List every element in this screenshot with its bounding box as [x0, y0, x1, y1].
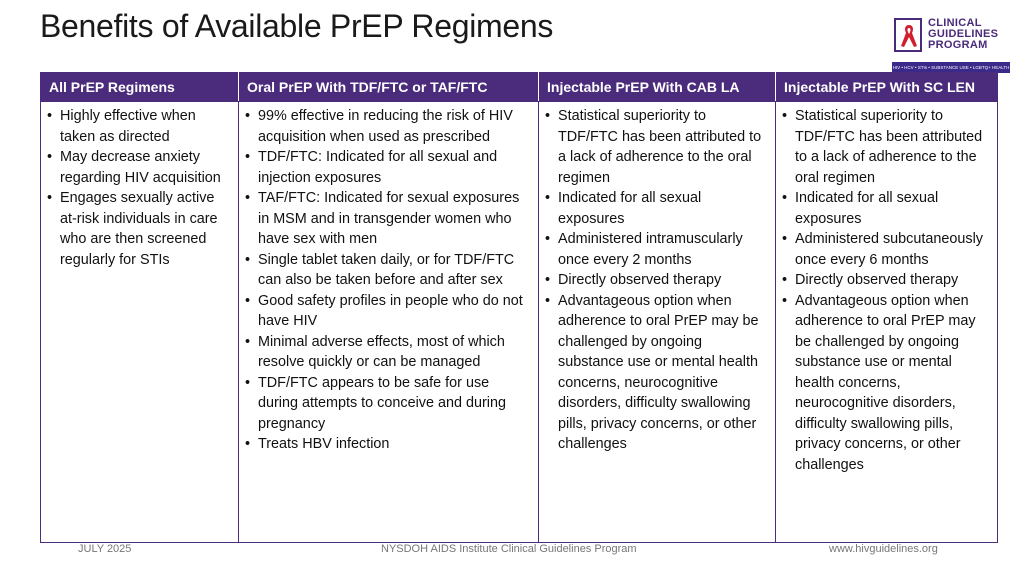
- cell-all-prep: [41, 102, 239, 543]
- list-item: • Directly observed therapy: [545, 270, 767, 291]
- table-header-row: [41, 73, 998, 102]
- list-item: • Directly observed therapy: [782, 270, 989, 291]
- list-item: • Statistical superiority to TDF/FTC has been attributed to a lack of adherence to the oral regimen: [545, 106, 767, 188]
- list-item: • Advantageous option when adherence to oral PrEP may be challenged by ongoing substance use or mental health concerns, neurocognitive disorders, difficulty swallowing pills, privacy concerns, or other challenges: [545, 291, 767, 455]
- bullet-list-cab-la: [545, 106, 767, 455]
- list-item: • Minimal adverse effects, most of which resolve quickly or can be managed: [245, 332, 530, 373]
- cell-cab-la: [539, 102, 776, 543]
- list-item: • Good safety profiles in people who do not have HIV: [245, 291, 530, 332]
- bullet-list-all-prep: [47, 106, 230, 270]
- list-item: • TDF/FTC appears to be safe for use during attempts to conceive and during pregnancy: [245, 373, 530, 435]
- bullet-list-sc-len: [782, 106, 989, 475]
- list-item: • May decrease anxiety regarding HIV acquisition: [47, 147, 230, 188]
- list-item: • 99% effective in reducing the risk of HIV acquisition when used as prescribed: [245, 106, 530, 147]
- list-item: • Engages sexually active at-risk individuals in care who are then screened regularly for STIs: [47, 188, 230, 270]
- list-item: • Highly effective when taken as directed: [47, 106, 230, 147]
- list-item: • Indicated for all sexual exposures: [782, 188, 989, 229]
- cell-sc-len: [776, 102, 998, 543]
- logo-line-2: GUIDELINES: [928, 28, 999, 40]
- logo-text: [928, 18, 998, 51]
- prep-benefits-table: [40, 72, 998, 543]
- program-logo: [892, 16, 1010, 74]
- list-item: • TDF/FTC: Indicated for all sexual and injection exposures: [245, 147, 530, 188]
- red-ribbon-icon: [899, 23, 919, 49]
- list-item: • Administered intramuscularly once every 2 months: [545, 229, 767, 270]
- list-item: • Single tablet taken daily, or for TDF/FTC can also be taken before and after sex: [245, 250, 530, 291]
- list-item: • Treats HBV infection: [245, 434, 530, 455]
- list-item: • Administered subcutaneously once every 6 months: [782, 229, 989, 270]
- bullet-list-oral-prep: [245, 106, 530, 455]
- table-body-row: [41, 102, 998, 543]
- footer-program: NYSDOH AIDS Institute Clinical Guidelines Program: [381, 543, 637, 555]
- column-header-cab-la: Injectable PrEP With CAB LA: [539, 73, 776, 102]
- footer-date: JULY 2025: [78, 543, 132, 555]
- logo-emblem: [894, 18, 922, 52]
- logo-tagline: HIV • HCV • STIs • SUBSTANCE USE • LGBTQ+ HEALTH: [892, 62, 1010, 73]
- list-item: • Statistical superiority to TDF/FTC has been attributed to a lack of adherence to the oral regimen: [782, 106, 989, 188]
- slide-title: Benefits of Available PrEP Regimens: [40, 8, 554, 44]
- list-item: • Indicated for all sexual exposures: [545, 188, 767, 229]
- logo-line-3: PROGRAM: [928, 39, 988, 51]
- list-item: • Advantageous option when adherence to oral PrEP may be challenged by ongoing substance use or mental health concerns, neurocognitive disorders, difficulty swallowing pills, privacy concerns, or other challenges: [782, 291, 989, 476]
- column-header-sc-len: Injectable PrEP With SC LEN: [776, 73, 998, 102]
- column-header-oral-prep: Oral PrEP With TDF/FTC or TAF/FTC: [239, 73, 539, 102]
- cell-oral-prep: [239, 102, 539, 543]
- column-header-all-prep: All PrEP Regimens: [41, 73, 239, 102]
- footer-url: www.hivguidelines.org: [829, 543, 938, 555]
- list-item: • TAF/FTC: Indicated for sexual exposures in MSM and in transgender women who have sex with men: [245, 188, 530, 250]
- logo-line-1: CLINICAL: [928, 17, 982, 29]
